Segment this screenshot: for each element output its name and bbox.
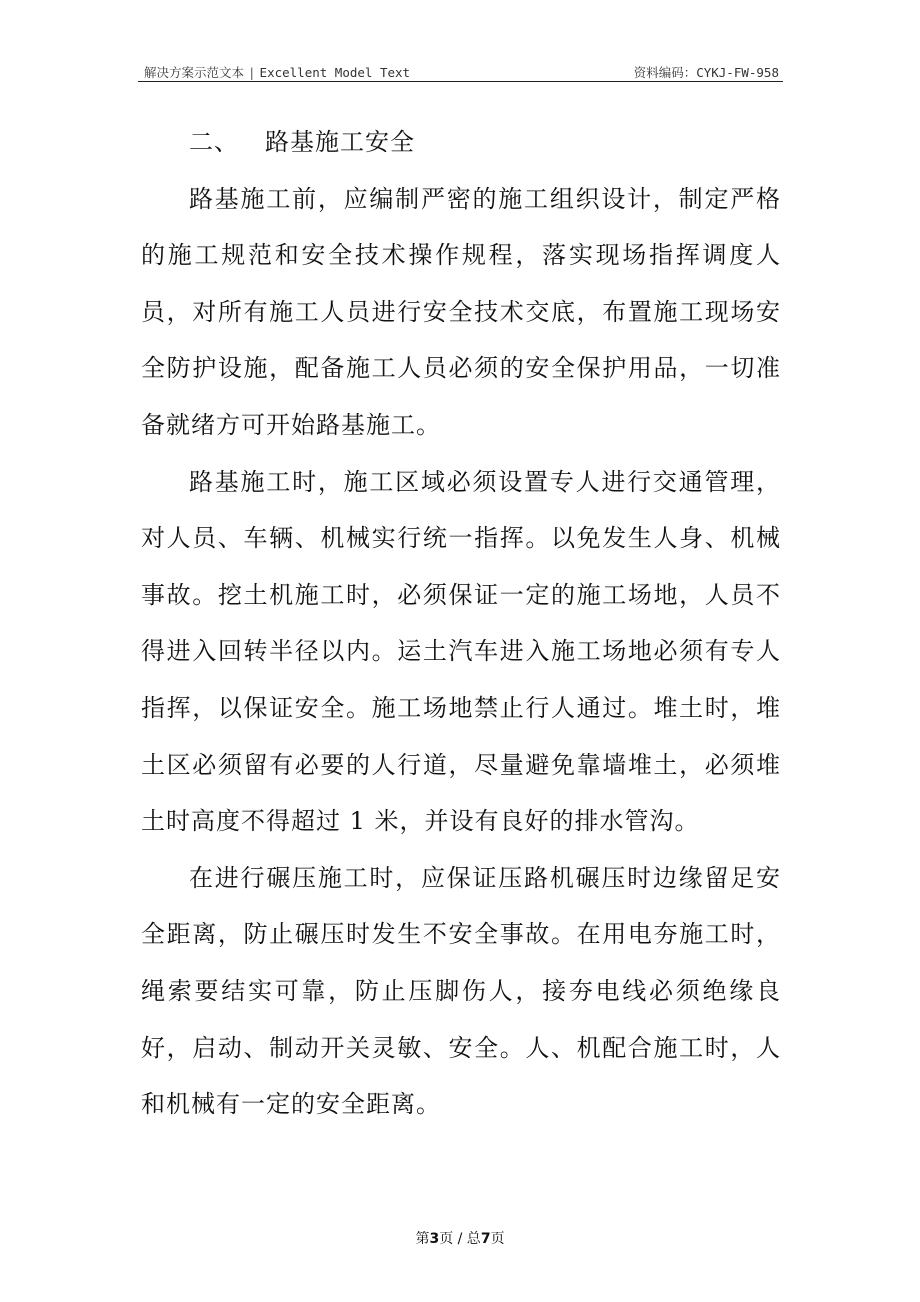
footer-prefix: 第 — [415, 1231, 430, 1247]
current-page-number: 3 — [429, 1231, 440, 1247]
paragraph-preparation: 路基施工前，应编制严密的施工组织设计，制定严格的施工规范和安全技术操作规程，落实现场指挥调度人员，对所有施工人员进行安全技术交底，布置施工现场安全防护设施，配备施工人员必须的安全保护用品，一切准备就绪方可开始路基施工。 — [141, 184, 781, 439]
section-heading — [141, 114, 781, 171]
header-subtitle: Excellent Model Text — [259, 65, 411, 80]
page-footer — [0, 1228, 920, 1248]
header-left — [144, 63, 410, 81]
header-separator: | — [248, 65, 256, 80]
header-document-code: 资料编码：CYKJ-FW-958 — [633, 65, 779, 80]
paragraph-construction: 路基施工时，施工区域必须设置专人进行交通管理，对人员、车辆、机械实行统一指挥。以免发生人身、机械事故。挖土机施工时，必须保证一定的施工场地，人员不得进入回转半径以内。运土汽车进入施工场地必须有专人指挥，以保证安全。施工场地禁止行人通过。堆土时，堆土区必须留有必要的人行道，尽量避免靠墙堆土，必须堆土时高度不得超过 1 米，并设有良好的排水管沟。 — [141, 467, 781, 836]
header-title: 解决方案示范文本 — [144, 65, 245, 80]
footer-suffix: 页 — [490, 1231, 505, 1247]
section-title: 路基施工安全 — [265, 128, 415, 156]
paragraph-compaction: 在进行碾压施工时，应保证压路机碾压时边缘留足安全距离，防止碾压时发生不安全事故。在用电夯施工时，绳索要结实可靠，防止压脚伤人，接夯电线必须绝缘良好，启动、制动开关灵敏、安全。人、机配合施工时，人和机械有一定的安全距离。 — [141, 863, 781, 1119]
header-divider — [138, 81, 783, 82]
total-pages-number: 7 — [480, 1231, 491, 1247]
document-body — [141, 114, 781, 1133]
footer-page-word: 页 / 总 — [439, 1231, 481, 1247]
page-header — [138, 60, 783, 82]
section-number: 二、 — [189, 128, 239, 156]
